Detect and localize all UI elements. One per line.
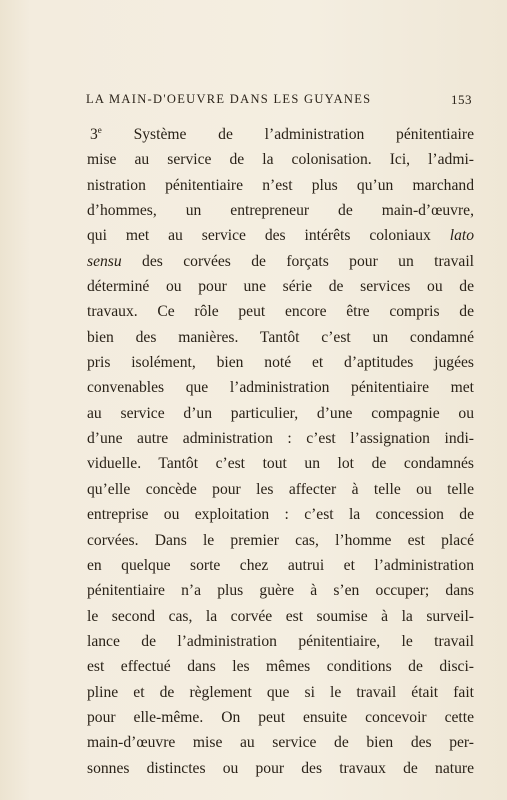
text-line: [87, 198, 474, 223]
text-line: [87, 578, 474, 603]
text-line: [87, 528, 474, 553]
text-segment: viduelle. Tantôt c’est tout un lot de condamnés: [87, 455, 474, 473]
text-line: [87, 756, 474, 781]
text-segment: nistration pénitentiaire n’est plus qu’un marchand: [87, 176, 474, 194]
text-segment: pour elle-même. On peut ensuite concevoir cette: [87, 708, 474, 726]
text-line: [87, 249, 474, 274]
text-segment: main-d’œuvre mise au service de bien des per-: [87, 734, 474, 752]
text-segment: déterminé ou pour une série de services ou de: [87, 278, 474, 296]
text-segment: pris isolément, bien noté et d’aptitudes jugées: [87, 354, 474, 372]
text-segment: pénitentiaire n’a plus guère à s’en occuper; dans: [87, 582, 474, 600]
text-segment: entreprise ou exploitation : c’est la concession de: [87, 506, 474, 524]
text-segment: travaux. Ce rôle peut encore être compris de: [87, 303, 474, 321]
text-segment: le second cas, la corvée est soumise à la surveil-: [87, 607, 474, 625]
text-line: [87, 553, 474, 578]
running-header: [86, 92, 472, 112]
page-number: 153: [451, 92, 472, 107]
text-segment: au service d’un particulier, d’une compagnie ou: [87, 404, 474, 422]
text-segment: en quelque sorte chez autrui et l’administration: [87, 556, 474, 574]
text-segment: lance de l’administration pénitentiaire, le travail: [87, 632, 474, 650]
text-segment: 3: [90, 126, 98, 143]
text-line: [87, 629, 474, 654]
text-line: [87, 502, 474, 527]
body-text: [87, 122, 474, 781]
text-line: [87, 604, 474, 629]
text-line: [87, 350, 474, 375]
text-segment: des corvées de forçats pour un travail: [121, 252, 474, 270]
text-segment: bien des manières. Tantôt c’est un condamné: [87, 328, 474, 346]
text-segment: convenables que l’administration pénitentiaire met: [87, 379, 474, 397]
text-line: [87, 705, 474, 730]
text-line: [87, 375, 474, 400]
text-segment: pline et de règlement que si le travail était fait: [87, 683, 474, 701]
text-line: [87, 122, 474, 147]
text-line: [87, 451, 474, 476]
text-segment: qu’elle concède pour les affecter à telle ou telle: [87, 480, 474, 498]
text-segment: d’une autre administration : c’est l’assignation indi-: [87, 430, 474, 448]
text-line: [87, 325, 474, 350]
italic-segment: sensu: [87, 252, 122, 270]
superscript-segment: e: [97, 124, 102, 135]
text-line: [87, 401, 474, 426]
text-line: [87, 654, 474, 679]
text-segment: Système de l’administration pénitentiaire: [101, 126, 474, 143]
text-line: [87, 223, 474, 248]
text-line: [87, 680, 474, 705]
text-segment: sonnes distinctes ou pour des travaux de nature: [87, 759, 474, 777]
text-line: [87, 299, 474, 324]
text-segment: qui met au service des intérêts coloniaux: [87, 227, 450, 245]
text-segment: est effectué dans les mêmes conditions de disci-: [87, 658, 474, 676]
text-line: [87, 730, 474, 755]
text-segment: mise au service de la colonisation. Ici, l’admi-: [87, 151, 474, 169]
italic-segment: lato: [449, 227, 474, 245]
running-title: LA MAIN-D'OEUVRE DANS LES GUYANES: [86, 92, 372, 106]
text-segment: corvées. Dans le premier cas, l’homme est placé: [87, 531, 474, 549]
text-line: [87, 274, 474, 299]
text-line: [87, 173, 474, 198]
text-line: [87, 477, 474, 502]
text-line: [87, 426, 474, 451]
text-segment: d’hommes, un entrepreneur de main-d’œuvre,: [87, 202, 474, 220]
text-line: [87, 147, 474, 172]
